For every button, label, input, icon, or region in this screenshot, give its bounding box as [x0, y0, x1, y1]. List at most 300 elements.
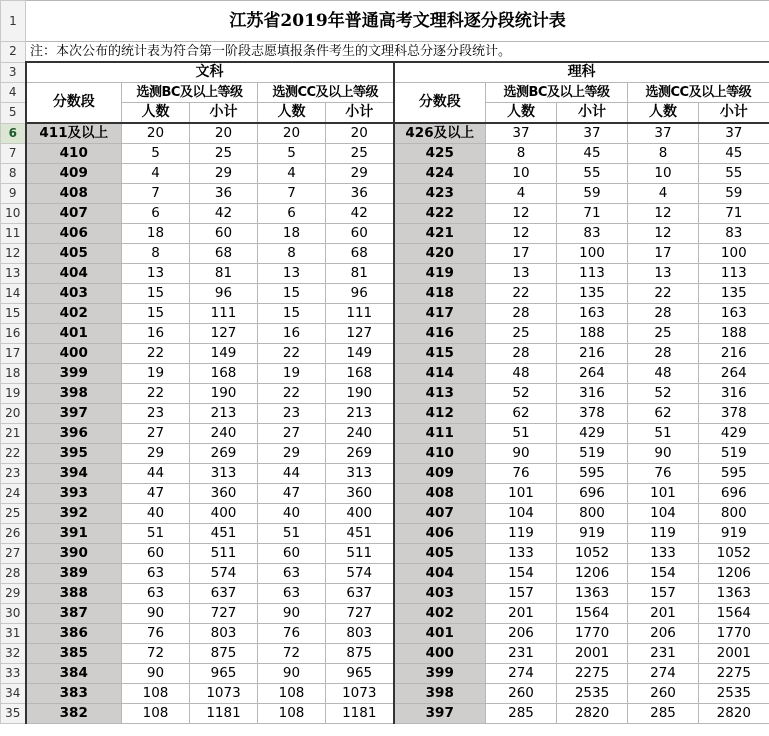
like-bc-subtotal-cell[interactable]: 55: [557, 164, 628, 184]
wenke-score-cell[interactable]: 408: [26, 184, 122, 204]
row-number[interactable]: 6: [1, 123, 26, 144]
like-score-cell[interactable]: 401: [394, 624, 486, 644]
like-bc-count-cell[interactable]: 206: [486, 624, 557, 644]
like-score-cell[interactable]: 410: [394, 444, 486, 464]
row-number[interactable]: 28: [1, 564, 26, 584]
like-cc-subtotal-cell[interactable]: 71: [699, 204, 769, 224]
wenke-cc-count-cell[interactable]: 4: [258, 164, 326, 184]
wenke-cc-subtotal-cell[interactable]: 269: [326, 444, 394, 464]
like-bc-count-cell[interactable]: 12: [486, 204, 557, 224]
like-cc-subtotal-cell[interactable]: 2820: [699, 704, 769, 724]
wenke-bc-subtotal-cell[interactable]: 269: [190, 444, 258, 464]
wenke-score-cell[interactable]: 393: [26, 484, 122, 504]
row-number[interactable]: 10: [1, 204, 26, 224]
like-bc-count-cell[interactable]: 28: [486, 344, 557, 364]
like-score-cell[interactable]: 402: [394, 604, 486, 624]
like-cc-count-cell[interactable]: 10: [628, 164, 699, 184]
like-score-cell[interactable]: 420: [394, 244, 486, 264]
wenke-cc-subtotal-cell[interactable]: 511: [326, 544, 394, 564]
wenke-score-cell[interactable]: 404: [26, 264, 122, 284]
wenke-score-cell[interactable]: 396: [26, 424, 122, 444]
wenke-cc-subtotal-cell[interactable]: 637: [326, 584, 394, 604]
wenke-cc-count-cell[interactable]: 47: [258, 484, 326, 504]
like-cc-subtotal-cell[interactable]: 2275: [699, 664, 769, 684]
like-bc-subtotal-cell[interactable]: 1363: [557, 584, 628, 604]
row-number[interactable]: 35: [1, 704, 26, 724]
like-score-cell[interactable]: 426及以上: [394, 123, 486, 144]
wenke-bc-subtotal-cell[interactable]: 213: [190, 404, 258, 424]
wenke-score-cell[interactable]: 395: [26, 444, 122, 464]
wenke-bc-subtotal-cell[interactable]: 965: [190, 664, 258, 684]
row-number[interactable]: 34: [1, 684, 26, 704]
like-bc-count-cell[interactable]: 101: [486, 484, 557, 504]
row-number[interactable]: 26: [1, 524, 26, 544]
like-bc-subtotal-cell[interactable]: 919: [557, 524, 628, 544]
like-bc-subtotal-cell[interactable]: 59: [557, 184, 628, 204]
like-bc-subtotal-cell[interactable]: 1770: [557, 624, 628, 644]
wenke-cc-count-cell[interactable]: 51: [258, 524, 326, 544]
wenke-cc-count-cell[interactable]: 23: [258, 404, 326, 424]
like-cc-count-cell[interactable]: 154: [628, 564, 699, 584]
wenke-cc-subtotal-cell[interactable]: 240: [326, 424, 394, 444]
wenke-bc-count-cell[interactable]: 47: [122, 484, 190, 504]
wenke-score-cell[interactable]: 406: [26, 224, 122, 244]
wenke-cc-count-cell[interactable]: 15: [258, 304, 326, 324]
like-score-cell[interactable]: 412: [394, 404, 486, 424]
like-score-cell[interactable]: 409: [394, 464, 486, 484]
row-number[interactable]: 13: [1, 264, 26, 284]
wenke-cc-subtotal-cell[interactable]: 875: [326, 644, 394, 664]
wenke-cc-count-cell[interactable]: 108: [258, 684, 326, 704]
like-score-cell[interactable]: 399: [394, 664, 486, 684]
row-number[interactable]: 17: [1, 344, 26, 364]
like-score-cell[interactable]: 423: [394, 184, 486, 204]
wenke-cc-subtotal-cell[interactable]: 400: [326, 504, 394, 524]
wenke-cc-subtotal-cell[interactable]: 60: [326, 224, 394, 244]
wenke-cc-count-cell[interactable]: 40: [258, 504, 326, 524]
row-number[interactable]: 30: [1, 604, 26, 624]
row-number[interactable]: 18: [1, 364, 26, 384]
wenke-cc-subtotal-cell[interactable]: 803: [326, 624, 394, 644]
like-score-cell[interactable]: 419: [394, 264, 486, 284]
like-cc-count-cell[interactable]: 25: [628, 324, 699, 344]
wenke-bc-count-cell[interactable]: 108: [122, 684, 190, 704]
wenke-cc-count-cell[interactable]: 108: [258, 704, 326, 724]
like-cc-count-cell[interactable]: 17: [628, 244, 699, 264]
like-cc-count-cell[interactable]: 28: [628, 304, 699, 324]
wenke-bc-subtotal-cell[interactable]: 81: [190, 264, 258, 284]
like-bc-subtotal-cell[interactable]: 264: [557, 364, 628, 384]
row-number[interactable]: 12: [1, 244, 26, 264]
wenke-bc-subtotal-cell[interactable]: 20: [190, 123, 258, 144]
wenke-cc-subtotal-cell[interactable]: 81: [326, 264, 394, 284]
like-bc-count-cell[interactable]: 4: [486, 184, 557, 204]
wenke-bc-count-cell[interactable]: 63: [122, 564, 190, 584]
wenke-bc-count-cell[interactable]: 8: [122, 244, 190, 264]
like-cc-subtotal-cell[interactable]: 595: [699, 464, 769, 484]
like-cc-subtotal-cell[interactable]: 163: [699, 304, 769, 324]
like-bc-subtotal-cell[interactable]: 163: [557, 304, 628, 324]
like-cc-count-cell[interactable]: 119: [628, 524, 699, 544]
wenke-bc-header[interactable]: 选测BC及以上等级: [122, 83, 258, 103]
wenke-bc-count-cell[interactable]: 22: [122, 344, 190, 364]
like-bc-count-cell[interactable]: 104: [486, 504, 557, 524]
row-number[interactable]: 25: [1, 504, 26, 524]
wenke-cc-subtotal-cell[interactable]: 574: [326, 564, 394, 584]
wenke-score-cell[interactable]: 394: [26, 464, 122, 484]
like-cc-subtotal-cell[interactable]: 55: [699, 164, 769, 184]
row-number[interactable]: 11: [1, 224, 26, 244]
like-cc-subtotal-cell[interactable]: 1363: [699, 584, 769, 604]
wenke-score-cell[interactable]: 386: [26, 624, 122, 644]
wenke-cc-count-cell[interactable]: 90: [258, 664, 326, 684]
row-number[interactable]: 15: [1, 304, 26, 324]
wenke-score-cell[interactable]: 382: [26, 704, 122, 724]
row-number[interactable]: 24: [1, 484, 26, 504]
wenke-cc-subtotal-cell[interactable]: 111: [326, 304, 394, 324]
wenke-cc-count-cell[interactable]: 13: [258, 264, 326, 284]
like-bc-count-cell[interactable]: 51: [486, 424, 557, 444]
row-number[interactable]: 33: [1, 664, 26, 684]
like-score-cell[interactable]: 397: [394, 704, 486, 724]
wenke-cc-subtotal-cell[interactable]: 313: [326, 464, 394, 484]
like-bc-subtotal-cell[interactable]: 188: [557, 324, 628, 344]
wenke-score-cell[interactable]: 409: [26, 164, 122, 184]
like-cc-subtotal-cell[interactable]: 37: [699, 123, 769, 144]
wenke-bc-subtotal-cell[interactable]: 25: [190, 144, 258, 164]
wenke-bc-count-cell[interactable]: 15: [122, 284, 190, 304]
wenke-cc-subtotal-cell[interactable]: 213: [326, 404, 394, 424]
wenke-cc-header[interactable]: 选测CC及以上等级: [258, 83, 394, 103]
wenke-score-cell[interactable]: 411及以上: [26, 123, 122, 144]
like-cc-count-cell[interactable]: 201: [628, 604, 699, 624]
like-bc-count-cell[interactable]: 8: [486, 144, 557, 164]
wenke-cc-subtotal-cell[interactable]: 96: [326, 284, 394, 304]
like-bc-count-cell[interactable]: 28: [486, 304, 557, 324]
wenke-bc-count-cell[interactable]: 16: [122, 324, 190, 344]
like-cc-count-cell[interactable]: 51: [628, 424, 699, 444]
wenke-cc-subtotal-cell[interactable]: 190: [326, 384, 394, 404]
wenke-cc-count-cell[interactable]: 63: [258, 564, 326, 584]
like-bc-count-cell[interactable]: 12: [486, 224, 557, 244]
row-number[interactable]: 9: [1, 184, 26, 204]
wenke-bc-subtotal-cell[interactable]: 68: [190, 244, 258, 264]
wenke-cc-count-cell[interactable]: 76: [258, 624, 326, 644]
like-cc-count-cell[interactable]: 62: [628, 404, 699, 424]
wenke-cc-subtotal-cell[interactable]: 29: [326, 164, 394, 184]
wenke-bc-count-cell[interactable]: 44: [122, 464, 190, 484]
like-score-cell[interactable]: 404: [394, 564, 486, 584]
wenke-cc-count-cell[interactable]: 19: [258, 364, 326, 384]
wenke-score-cell[interactable]: 398: [26, 384, 122, 404]
like-bc-count-cell[interactable]: 17: [486, 244, 557, 264]
like-bc-subtotal-cell[interactable]: 71: [557, 204, 628, 224]
like-bc-count-cell[interactable]: 37: [486, 123, 557, 144]
row-number[interactable]: 27: [1, 544, 26, 564]
like-bc-subtotal-cell[interactable]: 1052: [557, 544, 628, 564]
like-bc-count-cell[interactable]: 25: [486, 324, 557, 344]
wenke-score-cell[interactable]: 388: [26, 584, 122, 604]
wenke-header[interactable]: 文科: [26, 62, 394, 83]
wenke-bc-count-cell[interactable]: 90: [122, 604, 190, 624]
wenke-cc-count-cell[interactable]: 5: [258, 144, 326, 164]
wenke-cc-subtotal-cell[interactable]: 36: [326, 184, 394, 204]
wenke-cc-subtotal-cell[interactable]: 68: [326, 244, 394, 264]
wenke-cc-count-cell[interactable]: 29: [258, 444, 326, 464]
row-number[interactable]: 14: [1, 284, 26, 304]
like-cc-count-cell[interactable]: 4: [628, 184, 699, 204]
like-cc-subtotal-cell[interactable]: 83: [699, 224, 769, 244]
like-bc-subtotal-cell[interactable]: 100: [557, 244, 628, 264]
wenke-bc-count-header[interactable]: 人数: [122, 103, 190, 124]
wenke-bc-count-cell[interactable]: 40: [122, 504, 190, 524]
like-score-cell[interactable]: 416: [394, 324, 486, 344]
like-bc-subtotal-cell[interactable]: 216: [557, 344, 628, 364]
wenke-score-cell[interactable]: 400: [26, 344, 122, 364]
wenke-bc-count-cell[interactable]: 90: [122, 664, 190, 684]
row-number[interactable]: 23: [1, 464, 26, 484]
wenke-bc-count-cell[interactable]: 51: [122, 524, 190, 544]
like-bc-count-cell[interactable]: 285: [486, 704, 557, 724]
like-score-cell[interactable]: 425: [394, 144, 486, 164]
row-number[interactable]: 5: [1, 103, 26, 124]
wenke-cc-subtotal-cell[interactable]: 451: [326, 524, 394, 544]
row-number[interactable]: 20: [1, 404, 26, 424]
like-score-band-header[interactable]: 分数段: [394, 83, 486, 124]
like-cc-subtotal-cell[interactable]: 100: [699, 244, 769, 264]
wenke-bc-count-cell[interactable]: 23: [122, 404, 190, 424]
wenke-cc-count-cell[interactable]: 44: [258, 464, 326, 484]
like-cc-count-cell[interactable]: 12: [628, 224, 699, 244]
row-number[interactable]: 29: [1, 584, 26, 604]
row-number[interactable]: 31: [1, 624, 26, 644]
row-number[interactable]: 4: [1, 83, 26, 103]
like-cc-count-cell[interactable]: 37: [628, 123, 699, 144]
like-bc-count-header[interactable]: 人数: [486, 103, 557, 124]
like-cc-subtotal-cell[interactable]: 135: [699, 284, 769, 304]
like-cc-count-cell[interactable]: 22: [628, 284, 699, 304]
wenke-bc-count-cell[interactable]: 22: [122, 384, 190, 404]
wenke-bc-count-cell[interactable]: 7: [122, 184, 190, 204]
like-cc-count-cell[interactable]: 104: [628, 504, 699, 524]
wenke-bc-subtotal-cell[interactable]: 190: [190, 384, 258, 404]
like-bc-count-cell[interactable]: 52: [486, 384, 557, 404]
like-cc-count-cell[interactable]: 52: [628, 384, 699, 404]
wenke-score-cell[interactable]: 403: [26, 284, 122, 304]
wenke-bc-count-cell[interactable]: 15: [122, 304, 190, 324]
wenke-bc-count-cell[interactable]: 5: [122, 144, 190, 164]
like-cc-subtotal-cell[interactable]: 1052: [699, 544, 769, 564]
wenke-cc-count-cell[interactable]: 20: [258, 123, 326, 144]
wenke-cc-subtotal-cell[interactable]: 168: [326, 364, 394, 384]
like-cc-header[interactable]: 选测CC及以上等级: [628, 83, 769, 103]
like-cc-subtotal-cell[interactable]: 1564: [699, 604, 769, 624]
wenke-bc-subtotal-cell[interactable]: 360: [190, 484, 258, 504]
row-number[interactable]: 3: [1, 62, 26, 83]
like-cc-count-cell[interactable]: 274: [628, 664, 699, 684]
like-score-cell[interactable]: 414: [394, 364, 486, 384]
wenke-cc-count-cell[interactable]: 22: [258, 384, 326, 404]
wenke-cc-count-header[interactable]: 人数: [258, 103, 326, 124]
wenke-cc-count-cell[interactable]: 90: [258, 604, 326, 624]
wenke-score-cell[interactable]: 385: [26, 644, 122, 664]
wenke-cc-count-cell[interactable]: 63: [258, 584, 326, 604]
wenke-bc-count-cell[interactable]: 6: [122, 204, 190, 224]
wenke-bc-subtotal-cell[interactable]: 574: [190, 564, 258, 584]
wenke-score-cell[interactable]: 397: [26, 404, 122, 424]
wenke-bc-subtotal-cell[interactable]: 42: [190, 204, 258, 224]
wenke-bc-count-cell[interactable]: 20: [122, 123, 190, 144]
like-score-cell[interactable]: 424: [394, 164, 486, 184]
like-cc-count-header[interactable]: 人数: [628, 103, 699, 124]
like-bc-subtotal-cell[interactable]: 1564: [557, 604, 628, 624]
wenke-score-cell[interactable]: 407: [26, 204, 122, 224]
row-number[interactable]: 2: [1, 42, 26, 63]
like-bc-count-cell[interactable]: 119: [486, 524, 557, 544]
wenke-bc-subtotal-cell[interactable]: 451: [190, 524, 258, 544]
like-bc-count-cell[interactable]: 260: [486, 684, 557, 704]
wenke-bc-subtotal-cell[interactable]: 127: [190, 324, 258, 344]
wenke-bc-count-cell[interactable]: 108: [122, 704, 190, 724]
like-cc-subtotal-cell[interactable]: 216: [699, 344, 769, 364]
like-bc-subtotal-cell[interactable]: 37: [557, 123, 628, 144]
wenke-cc-count-cell[interactable]: 8: [258, 244, 326, 264]
wenke-cc-subtotal-cell[interactable]: 20: [326, 123, 394, 144]
wenke-bc-subtotal-cell[interactable]: 111: [190, 304, 258, 324]
like-cc-count-cell[interactable]: 133: [628, 544, 699, 564]
like-bc-subtotal-header[interactable]: 小计: [557, 103, 628, 124]
like-bc-subtotal-cell[interactable]: 378: [557, 404, 628, 424]
like-cc-count-cell[interactable]: 28: [628, 344, 699, 364]
wenke-bc-count-cell[interactable]: 4: [122, 164, 190, 184]
like-bc-subtotal-cell[interactable]: 800: [557, 504, 628, 524]
like-score-cell[interactable]: 405: [394, 544, 486, 564]
wenke-bc-count-cell[interactable]: 76: [122, 624, 190, 644]
wenke-score-band-header[interactable]: 分数段: [26, 83, 122, 124]
row-number[interactable]: 16: [1, 324, 26, 344]
like-bc-subtotal-cell[interactable]: 2820: [557, 704, 628, 724]
like-cc-count-cell[interactable]: 48: [628, 364, 699, 384]
wenke-cc-subtotal-cell[interactable]: 360: [326, 484, 394, 504]
row-number[interactable]: 32: [1, 644, 26, 664]
wenke-bc-count-cell[interactable]: 60: [122, 544, 190, 564]
wenke-bc-subtotal-header[interactable]: 小计: [190, 103, 258, 124]
like-bc-count-cell[interactable]: 62: [486, 404, 557, 424]
like-cc-subtotal-cell[interactable]: 2535: [699, 684, 769, 704]
like-score-cell[interactable]: 417: [394, 304, 486, 324]
wenke-cc-count-cell[interactable]: 18: [258, 224, 326, 244]
like-cc-count-cell[interactable]: 157: [628, 584, 699, 604]
row-number[interactable]: 19: [1, 384, 26, 404]
like-cc-count-cell[interactable]: 206: [628, 624, 699, 644]
like-score-cell[interactable]: 421: [394, 224, 486, 244]
wenke-bc-subtotal-cell[interactable]: 511: [190, 544, 258, 564]
like-score-cell[interactable]: 415: [394, 344, 486, 364]
wenke-score-cell[interactable]: 384: [26, 664, 122, 684]
sheet-note[interactable]: 注：本次公布的统计表为符合第一阶段志愿填报条件考生的文理科总分逐分段统计。: [26, 42, 769, 63]
wenke-bc-count-cell[interactable]: 29: [122, 444, 190, 464]
wenke-bc-subtotal-cell[interactable]: 60: [190, 224, 258, 244]
wenke-bc-count-cell[interactable]: 18: [122, 224, 190, 244]
like-bc-count-cell[interactable]: 48: [486, 364, 557, 384]
like-score-cell[interactable]: 408: [394, 484, 486, 504]
like-cc-subtotal-cell[interactable]: 316: [699, 384, 769, 404]
wenke-score-cell[interactable]: 410: [26, 144, 122, 164]
like-cc-subtotal-cell[interactable]: 113: [699, 264, 769, 284]
like-bc-subtotal-cell[interactable]: 316: [557, 384, 628, 404]
like-cc-count-cell[interactable]: 76: [628, 464, 699, 484]
wenke-cc-subtotal-cell[interactable]: 1181: [326, 704, 394, 724]
like-score-cell[interactable]: 403: [394, 584, 486, 604]
wenke-bc-subtotal-cell[interactable]: 29: [190, 164, 258, 184]
wenke-cc-count-cell[interactable]: 6: [258, 204, 326, 224]
wenke-score-cell[interactable]: 389: [26, 564, 122, 584]
row-number[interactable]: 1: [1, 1, 26, 42]
wenke-score-cell[interactable]: 392: [26, 504, 122, 524]
wenke-bc-subtotal-cell[interactable]: 1181: [190, 704, 258, 724]
wenke-score-cell[interactable]: 383: [26, 684, 122, 704]
like-score-cell[interactable]: 411: [394, 424, 486, 444]
like-bc-count-cell[interactable]: 274: [486, 664, 557, 684]
like-cc-count-cell[interactable]: 8: [628, 144, 699, 164]
wenke-bc-subtotal-cell[interactable]: 727: [190, 604, 258, 624]
row-number[interactable]: 22: [1, 444, 26, 464]
like-cc-count-cell[interactable]: 90: [628, 444, 699, 464]
like-bc-subtotal-cell[interactable]: 429: [557, 424, 628, 444]
wenke-cc-count-cell[interactable]: 72: [258, 644, 326, 664]
like-bc-subtotal-cell[interactable]: 2535: [557, 684, 628, 704]
wenke-cc-count-cell[interactable]: 60: [258, 544, 326, 564]
like-bc-count-cell[interactable]: 201: [486, 604, 557, 624]
sheet-title[interactable]: 江苏省2019年普通高考文理科逐分段统计表: [26, 1, 769, 42]
like-score-cell[interactable]: 406: [394, 524, 486, 544]
wenke-cc-count-cell[interactable]: 22: [258, 344, 326, 364]
wenke-score-cell[interactable]: 402: [26, 304, 122, 324]
like-cc-subtotal-cell[interactable]: 59: [699, 184, 769, 204]
like-bc-header[interactable]: 选测BC及以上等级: [486, 83, 628, 103]
like-cc-count-cell[interactable]: 13: [628, 264, 699, 284]
wenke-bc-count-cell[interactable]: 72: [122, 644, 190, 664]
like-score-cell[interactable]: 407: [394, 504, 486, 524]
like-score-cell[interactable]: 418: [394, 284, 486, 304]
wenke-bc-count-cell[interactable]: 19: [122, 364, 190, 384]
like-bc-subtotal-cell[interactable]: 1206: [557, 564, 628, 584]
wenke-score-cell[interactable]: 405: [26, 244, 122, 264]
like-bc-subtotal-cell[interactable]: 135: [557, 284, 628, 304]
like-cc-subtotal-cell[interactable]: 429: [699, 424, 769, 444]
like-bc-count-cell[interactable]: 13: [486, 264, 557, 284]
wenke-cc-count-cell[interactable]: 15: [258, 284, 326, 304]
like-bc-count-cell[interactable]: 231: [486, 644, 557, 664]
like-cc-subtotal-cell[interactable]: 1770: [699, 624, 769, 644]
like-score-cell[interactable]: 398: [394, 684, 486, 704]
wenke-score-cell[interactable]: 390: [26, 544, 122, 564]
wenke-bc-subtotal-cell[interactable]: 96: [190, 284, 258, 304]
wenke-cc-subtotal-cell[interactable]: 965: [326, 664, 394, 684]
wenke-bc-count-cell[interactable]: 27: [122, 424, 190, 444]
wenke-bc-count-cell[interactable]: 13: [122, 264, 190, 284]
wenke-bc-subtotal-cell[interactable]: 803: [190, 624, 258, 644]
wenke-bc-count-cell[interactable]: 63: [122, 584, 190, 604]
wenke-bc-subtotal-cell[interactable]: 168: [190, 364, 258, 384]
like-cc-subtotal-cell[interactable]: 378: [699, 404, 769, 424]
like-bc-subtotal-cell[interactable]: 519: [557, 444, 628, 464]
like-cc-count-cell[interactable]: 12: [628, 204, 699, 224]
wenke-bc-subtotal-cell[interactable]: 875: [190, 644, 258, 664]
like-bc-subtotal-cell[interactable]: 113: [557, 264, 628, 284]
wenke-bc-subtotal-cell[interactable]: 36: [190, 184, 258, 204]
like-bc-subtotal-cell[interactable]: 2001: [557, 644, 628, 664]
